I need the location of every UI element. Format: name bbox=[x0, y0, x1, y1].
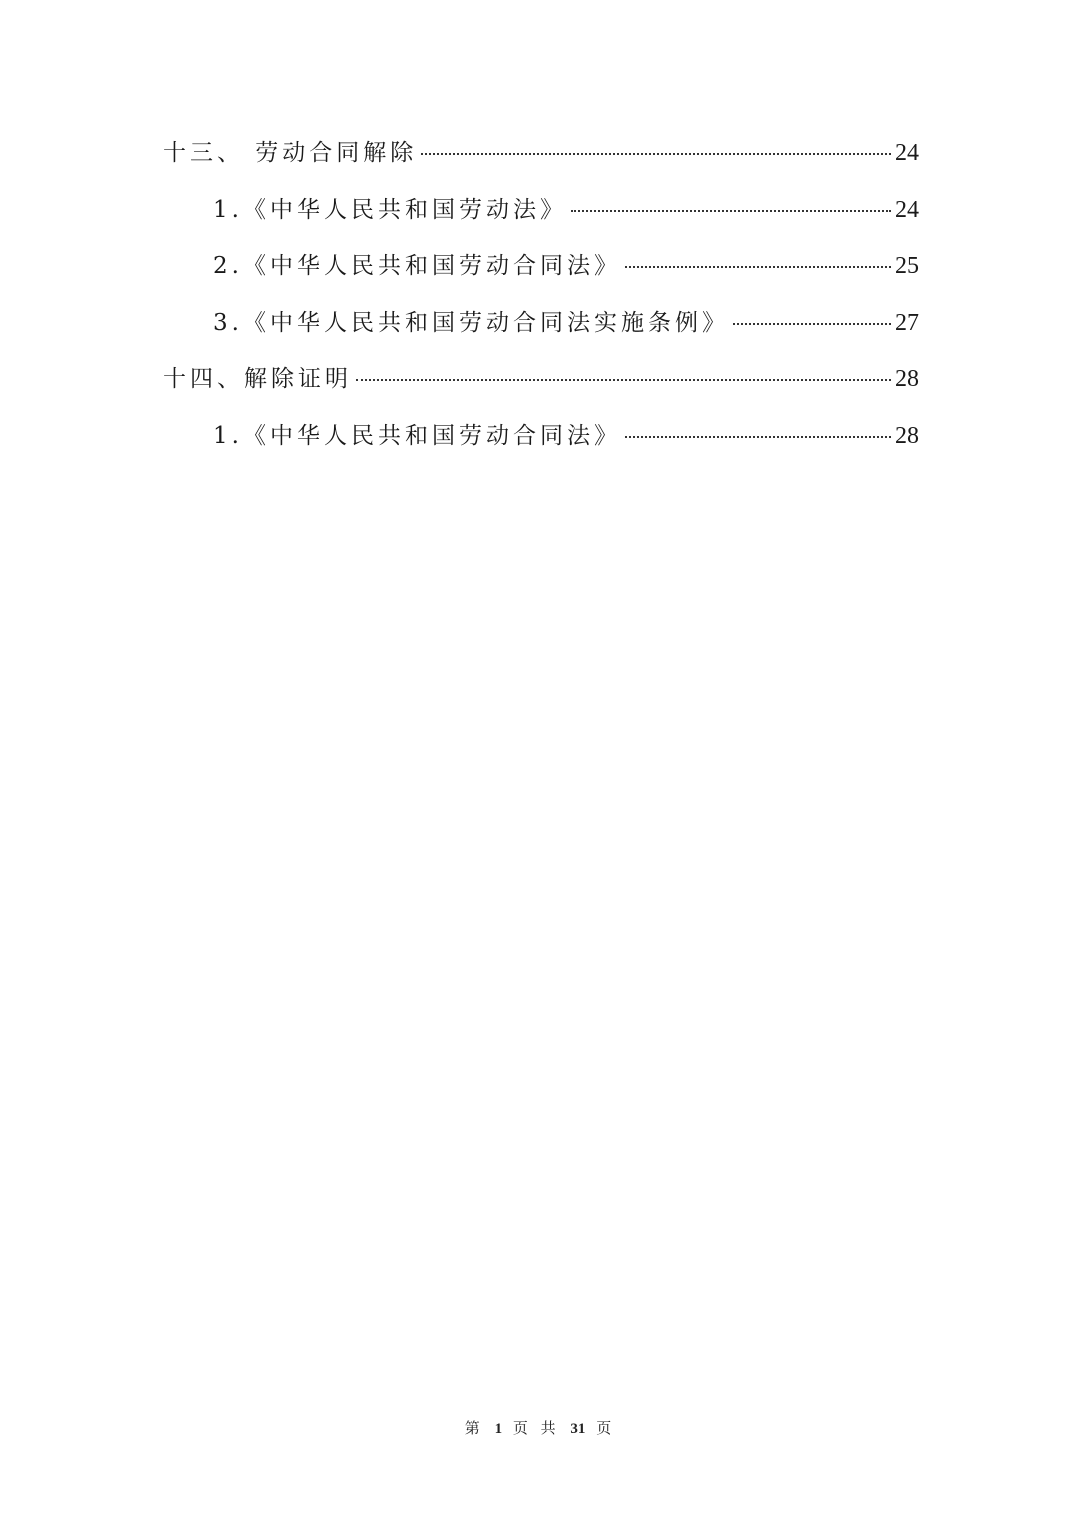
toc-page-number: 28 bbox=[895, 366, 919, 392]
footer-current-page: 1 bbox=[494, 1421, 503, 1437]
toc-page-number: 24 bbox=[895, 140, 919, 166]
toc-entry-label: 3.《中华人民共和国劳动合同法实施条例》 bbox=[213, 309, 729, 336]
toc-entry-label: 2.《中华人民共和国劳动合同法》 bbox=[213, 253, 621, 279]
toc-dot-leader bbox=[571, 210, 891, 212]
page-footer bbox=[0, 1417, 1080, 1438]
footer-prefix: 第 bbox=[464, 1419, 484, 1437]
toc-entry-labor-contract-law[interactable] bbox=[163, 247, 919, 304]
toc-page-number: 25 bbox=[895, 253, 919, 279]
toc-entry-label: 1.《中华人民共和国劳动合同法》 bbox=[213, 422, 621, 449]
toc-entry-implementation-regulations[interactable] bbox=[163, 304, 919, 361]
toc-dot-leader bbox=[625, 266, 891, 268]
toc-page-number: 28 bbox=[895, 422, 919, 449]
toc-entry-label: 十四、解除证明 bbox=[163, 366, 352, 392]
toc-dot-leader bbox=[625, 436, 891, 438]
footer-suffix: 页 bbox=[596, 1419, 616, 1437]
toc-page-number: 24 bbox=[895, 196, 919, 223]
toc-entry-label: 1.《中华人民共和国劳动法》 bbox=[213, 196, 567, 223]
toc-entry-section-13[interactable] bbox=[163, 134, 919, 191]
toc-page-number: 27 bbox=[895, 309, 919, 336]
toc-dot-leader bbox=[356, 379, 891, 381]
toc-entry-section-14[interactable] bbox=[163, 360, 919, 417]
toc-entry-labor-law[interactable] bbox=[163, 191, 919, 248]
toc-dot-leader bbox=[733, 323, 891, 325]
footer-total-pages: 31 bbox=[570, 1421, 586, 1437]
table-of-contents bbox=[163, 134, 919, 473]
toc-dot-leader bbox=[421, 153, 891, 155]
toc-entry-labor-contract-law-2[interactable] bbox=[163, 417, 919, 474]
footer-middle: 页 共 bbox=[512, 1419, 560, 1437]
toc-entry-label: 十三、 劳动合同解除 bbox=[163, 140, 418, 166]
